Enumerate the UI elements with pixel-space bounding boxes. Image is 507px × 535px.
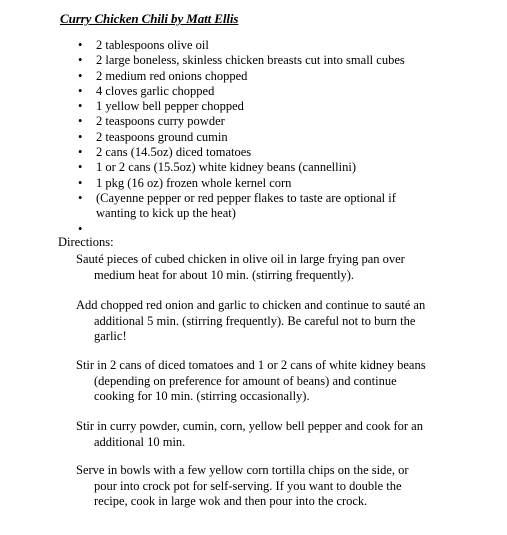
bullet-icon: •: [78, 114, 83, 129]
direction-step: [76, 298, 456, 345]
ingredient-text: 2 teaspoons ground cumin: [96, 129, 228, 144]
direction-step: [76, 419, 456, 450]
step-line: recipe, cook in large wok and then pour into the crock.: [94, 494, 368, 508]
ingredient-item-empty: [76, 222, 496, 237]
bullet-icon: •: [78, 221, 83, 236]
ingredient-item: [76, 53, 496, 68]
ingredient-item: [76, 84, 496, 99]
bullet-icon: •: [78, 129, 83, 144]
bullet-icon: •: [78, 175, 83, 190]
ingredient-item: [76, 69, 496, 84]
step-line: cooking for 10 min. (stirring occasionally).: [94, 389, 310, 403]
step-line: medium heat for about 10 min. (stirring frequently).: [94, 267, 355, 282]
ingredient-text: 2 tablespoons olive oil: [96, 38, 209, 52]
direction-step: [76, 252, 456, 283]
ingredient-item: [76, 176, 496, 191]
ingredient-text: 2 large boneless, skinless chicken breasts cut into small cubes: [96, 53, 405, 68]
bullet-icon: •: [78, 38, 83, 52]
bullet-icon: •: [78, 53, 83, 68]
ingredient-text: (Cayenne pepper or red pepper flakes to taste are optional if: [96, 190, 396, 205]
bullet-icon: •: [78, 145, 83, 160]
ingredient-text: 2 medium red onions chopped: [96, 68, 248, 83]
direction-step: [76, 463, 456, 510]
bullet-icon: •: [78, 68, 83, 83]
ingredient-list: [76, 38, 496, 237]
ingredient-text: 2 cans (14.5oz) diced tomatoes: [96, 145, 252, 160]
ingredient-text: 1 yellow bell pepper chopped: [96, 99, 244, 114]
step-line: pour into crock pot for self-serving. If you want to double the: [94, 478, 402, 493]
step-line: garlic!: [94, 329, 127, 343]
ingredient-item: [76, 130, 496, 145]
direction-step: [76, 358, 456, 405]
bullet-icon: •: [78, 160, 83, 175]
recipe-title: Curry Chicken Chili by Matt Ellis: [60, 11, 239, 26]
ingredient-item: [76, 38, 496, 53]
step-line: (depending on preference for amount of beans) and continue: [94, 373, 397, 388]
ingredient-item: [76, 114, 496, 129]
ingredient-text-continued: wanting to kick up the heat): [96, 206, 236, 221]
step-line: Serve in bowls with a few yellow corn tortilla chips on the side, or: [76, 463, 409, 477]
ingredient-item: [76, 191, 496, 222]
ingredient-item: [76, 99, 496, 114]
ingredient-text: [96, 222, 496, 237]
step-line: additional 10 min.: [94, 434, 186, 449]
directions-heading: Directions:: [58, 235, 114, 249]
step-line: Stir in curry powder, cumin, corn, yellow bell pepper and cook for an: [76, 419, 423, 433]
step-line: additional 5 min. (stirring frequently). Be careful not to burn the: [94, 313, 416, 328]
step-line: Stir in 2 cans of diced tomatoes and 1 or 2 cans of white kidney beans: [76, 358, 426, 372]
ingredient-text: 4 cloves garlic chopped: [96, 83, 215, 98]
bullet-icon: •: [78, 83, 83, 98]
step-line: Add chopped red onion and garlic to chicken and continue to sauté an: [76, 298, 426, 312]
ingredient-item: [76, 160, 496, 175]
ingredient-text: 1 or 2 cans (15.5oz) white kidney beans (cannellini): [96, 160, 356, 175]
ingredient-item: [76, 145, 496, 160]
bullet-icon: •: [78, 190, 83, 205]
ingredient-text: 2 teaspoons curry powder: [96, 114, 225, 129]
bullet-icon: •: [78, 99, 83, 114]
ingredient-text: 1 pkg (16 oz) frozen whole kernel corn: [96, 175, 292, 190]
step-line: Sauté pieces of cubed chicken in olive oil in large frying pan over: [76, 252, 405, 266]
